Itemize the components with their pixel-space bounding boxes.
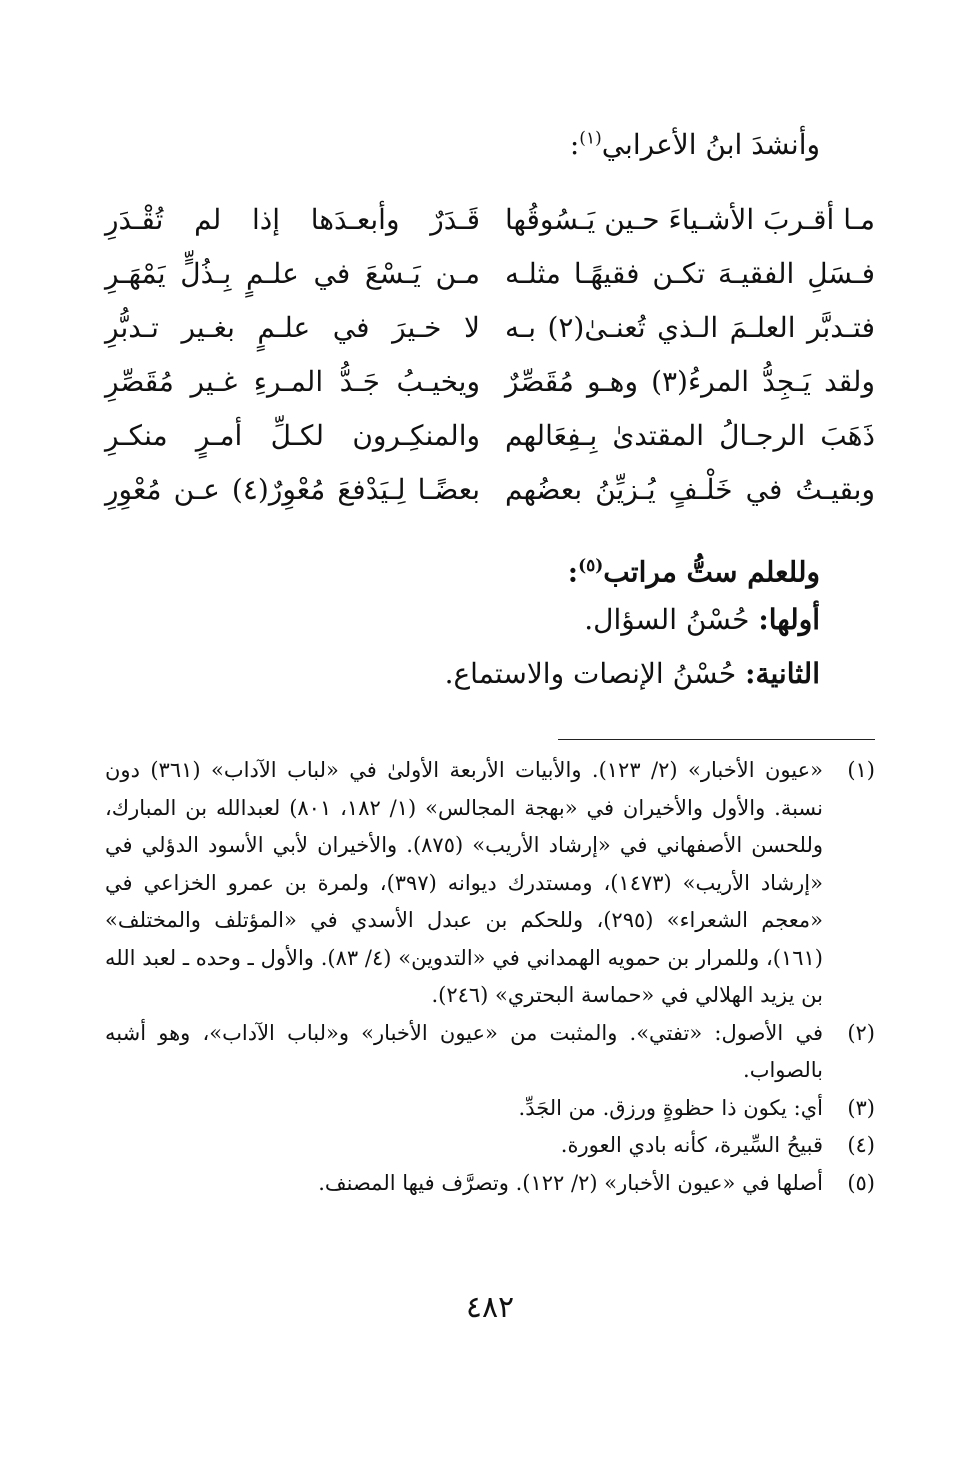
verse-first-hemistich: فتـدبَّر العلـمَ الـذي تُعنـىٰ(٢) بـه	[505, 310, 875, 344]
verse-first-hemistich: فـسَلِ الفقيـهَ تكـن فقيهًـا مثلـه	[505, 256, 875, 290]
ranks-section	[100, 542, 820, 704]
footnote-number: (١)	[847, 758, 875, 782]
footnote	[105, 1165, 875, 1203]
intro-colon: :	[569, 128, 580, 161]
verse-second-hemistich: ويخيـبُ جَـدُّ المـرءِ غـير مُقَصِّرِ	[105, 364, 480, 398]
verse	[105, 300, 875, 354]
footnote-text: في الأصول: «تفتي». والمثبت من «عيون الأخبار» و«لباب الآداب»، وهو أشبه بالصواب.	[105, 1020, 823, 1082]
poem	[105, 192, 875, 516]
verse-second-hemistich: بعضًـا لِـيَدْفعَ مُعْوِرٌ(٤) عـن مُعْوِرِ	[105, 472, 480, 506]
intro-text: وأنشدَ ابنُ الأعرابي	[601, 128, 820, 161]
footnote-text: أي: يكون ذا حظوةٍ ورزق. من الجَدِّ.	[518, 1095, 823, 1120]
footnote	[105, 1015, 875, 1090]
verse	[105, 192, 875, 246]
verse	[105, 354, 875, 408]
verse-first-hemistich: وبقيـتُ في خَلْـفٍ يُـزيِّنُ بعضُهم	[505, 472, 875, 506]
verse-first-hemistich: ولقد يَـجِدُّ المرءُ(٣) وهـو مُقَصِّرٌ	[505, 364, 875, 398]
verse-second-hemistich: مـن يَـسْعَ في علـمٍ بِـذُلٍّ يَمْهَـرِ	[105, 256, 480, 290]
verse	[105, 408, 875, 462]
verse	[105, 462, 875, 516]
ranks-heading-colon: :	[567, 555, 579, 589]
footnote-number: (٢)	[847, 1020, 875, 1045]
intro-footnote-mark[interactable]: (١)	[579, 128, 602, 149]
verse-second-hemistich: لا خـيرَ في علـمٍ بغـير تـدبُّرِ	[105, 310, 480, 344]
rank-label: أولها:	[758, 603, 820, 636]
poem-intro	[100, 128, 820, 161]
footnotes	[105, 752, 875, 1202]
ranks-heading	[100, 542, 820, 596]
footnote-text: «عيون الأخبار» (٢/ ١٢٣). والأبيات الأربعة الأولىٰ في «لباب الآداب» (٣٦١) دون نسبة. والأول والأخيران في «بهجة المجالس» (١/ ١٨٢، ٨٠١) لعبدالله بن المبارك، وللحسن الأصفهاني في «إرشاد الأريب» (٨٧٥). والأخيران لأبي الأسود الدؤلي في «إرشاد الأريب» (١٤٧٣)، ومستدرك ديوانه (٣٩٧)، ولمرة بن عمرو الخزاعي في «معجم الشعراء» (٢٩٥)، وللحكم بن عبدل الأسدي في «المؤتلف والمختلف» (١٦١)، وللمرار بن حمويه الهمداني في «التدوين» (٤/ ٨٣). والأول ـ وحده ـ لعبد الله بن يزيد الهلالي في «حماسة البحتري» (٢٤٦).	[105, 758, 824, 1007]
rank-text: حُسْنُ السؤال.	[584, 603, 750, 636]
footnote-text: أصلها في «عيون الأخبار» (٢/ ١٢٢). وتصرَّف فيها المصنف.	[318, 1170, 823, 1195]
footnote-text: قبيحُ السِّيرة، كأنه بادي العورة.	[560, 1133, 823, 1157]
footnote-number: (٤)	[847, 1133, 875, 1157]
verse-first-hemistich: ذَهَبَ الرجـالُ المقتدىٰ بِـفِعَالهم	[505, 418, 875, 452]
footnote	[105, 752, 875, 1015]
footnote	[105, 1127, 875, 1165]
verse-first-hemistich: مـا أقـربَ الأشـياءَ حـين يَـسُوقُها	[505, 202, 875, 236]
footnote-divider	[558, 739, 875, 740]
ranks-heading-text: وللعلم ستُّ مراتب	[603, 555, 820, 589]
rank-label: الثانية:	[745, 657, 820, 690]
verse-second-hemistich: والمنكِـرون لكـلِّ أمـرٍ منكـرِ	[105, 418, 480, 452]
rank-text: حُسْنُ الإنصات والاستماع.	[444, 657, 737, 690]
footnote-number: (٣)	[847, 1095, 875, 1120]
page-number: ٤٨٢	[465, 1290, 515, 1325]
footnote	[105, 1090, 875, 1128]
rank-item	[100, 650, 820, 704]
footnote-number: (٥)	[847, 1170, 875, 1195]
ranks-footnote-mark[interactable]: (٥)	[578, 556, 604, 576]
verse-second-hemistich: قَـدَرٌ وأبعـدَها إذا لم تُقْـدَرِ	[105, 202, 480, 236]
rank-item	[100, 596, 820, 650]
verse	[105, 246, 875, 300]
